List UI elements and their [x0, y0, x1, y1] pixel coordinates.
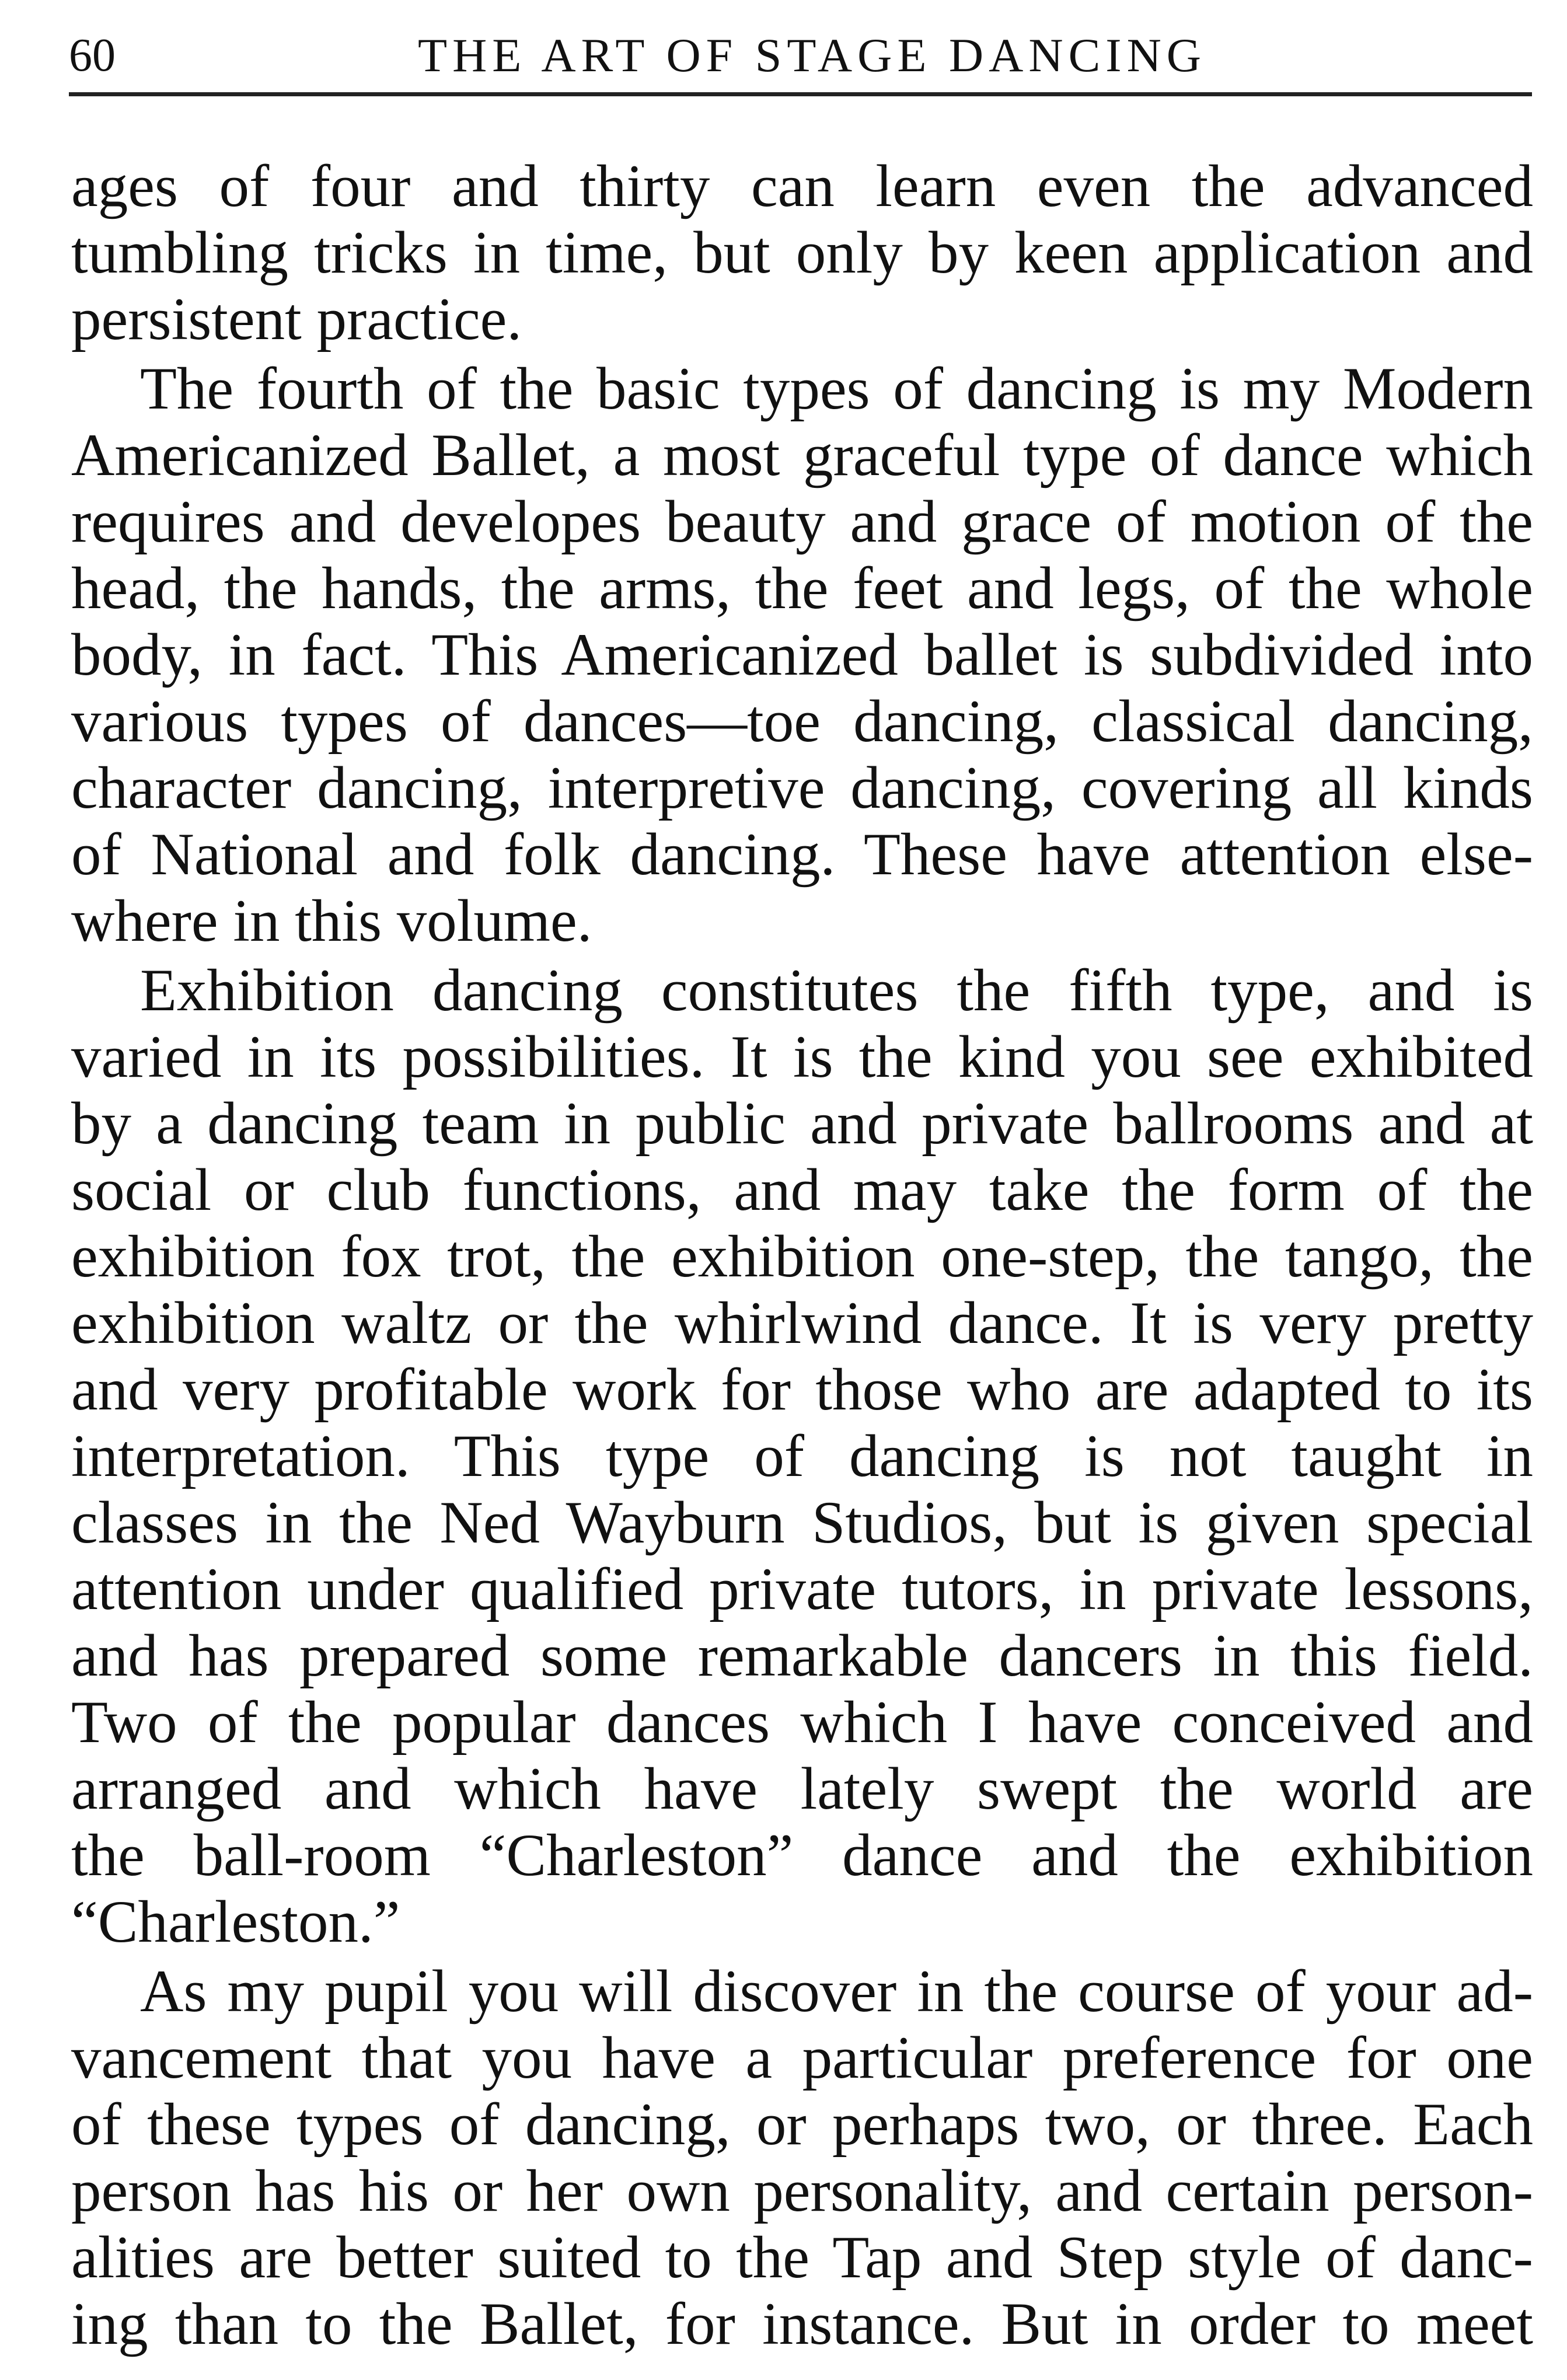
text-line: person has his or her own personality, and certain person-: [71, 2158, 1533, 2224]
text-line: persistent practice.: [71, 286, 522, 353]
paragraph: [71, 153, 1533, 353]
text-line: requires and developes beauty and grace of motion of the: [71, 488, 1533, 555]
text-line: by a dancing team in public and private ballrooms and at: [71, 1090, 1533, 1157]
text-line: various types of dances—toe dancing, classical dancing,: [71, 688, 1533, 755]
text-line: the ball-room “Charleston” dance and the exhibition: [71, 1822, 1533, 1889]
text-line: attention under qualified private tutors, in private lessons,: [71, 1556, 1533, 1622]
text-line: where in this volume.: [71, 888, 592, 954]
paragraph: [71, 1958, 1533, 2357]
body-text: [71, 153, 1533, 2360]
text-line: of National and folk dancing. These have attention else-: [71, 821, 1533, 888]
text-line: and has prepared some remarkable dancers in this field.: [71, 1622, 1533, 1689]
paragraph: [71, 355, 1533, 954]
text-line: Exhibition dancing constitutes the fifth type, and is: [140, 957, 1533, 1024]
text-line: exhibition waltz or the whirlwind dance. It is very pretty: [71, 1290, 1533, 1356]
text-line: vancement that you have a particular preference for one: [71, 2025, 1533, 2091]
text-line: arranged and which have lately swept the world are: [71, 1756, 1533, 1822]
text-line: classes in the Ned Wayburn Studios, but is given special: [71, 1489, 1533, 1556]
text-line: interpretation. This type of dancing is not taught in: [71, 1423, 1533, 1489]
header-rule: [69, 92, 1532, 96]
text-line: As my pupil you will discover in the course of your ad-: [140, 1958, 1533, 2025]
paragraph: [71, 957, 1533, 1955]
text-line: character dancing, interpretive dancing, covering all kinds: [71, 755, 1533, 821]
running-header: [69, 23, 1532, 88]
text-line: Americanized Ballet, a most graceful type of dance which: [71, 422, 1533, 488]
page-number: 60: [69, 30, 116, 81]
text-line: ing than to the Ballet, for instance. But in order to meet: [71, 2291, 1533, 2357]
text-line: of these types of dancing, or perhaps two, or three. Each: [71, 2091, 1533, 2158]
text-line: exhibition fox trot, the exhibition one-step, the tango, the: [71, 1223, 1533, 1290]
text-line: head, the hands, the arms, the feet and legs, of the whole: [71, 555, 1533, 622]
text-line: The fourth of the basic types of dancing is my Modern: [140, 355, 1533, 422]
text-line: ages of four and thirty can learn even the advanced: [71, 153, 1533, 219]
text-line: alities are better suited to the Tap and Step style of danc-: [71, 2224, 1533, 2291]
text-line: Two of the popular dances which I have conceived and: [71, 1689, 1533, 1756]
text-line: “Charleston.”: [71, 1889, 400, 1955]
text-line: and very profitable work for those who are adapted to its: [71, 1356, 1533, 1423]
text-line: social or club functions, and may take the form of the: [71, 1157, 1533, 1223]
running-title: THE ART OF STAGE DANCING: [417, 29, 1207, 82]
text-line: varied in its possibilities. It is the kind you see exhibited: [71, 1024, 1533, 1090]
text-line: tumbling tricks in time, but only by keen application and: [71, 219, 1533, 286]
text-line: body, in fact. This Americanized ballet is subdivided into: [71, 622, 1533, 688]
